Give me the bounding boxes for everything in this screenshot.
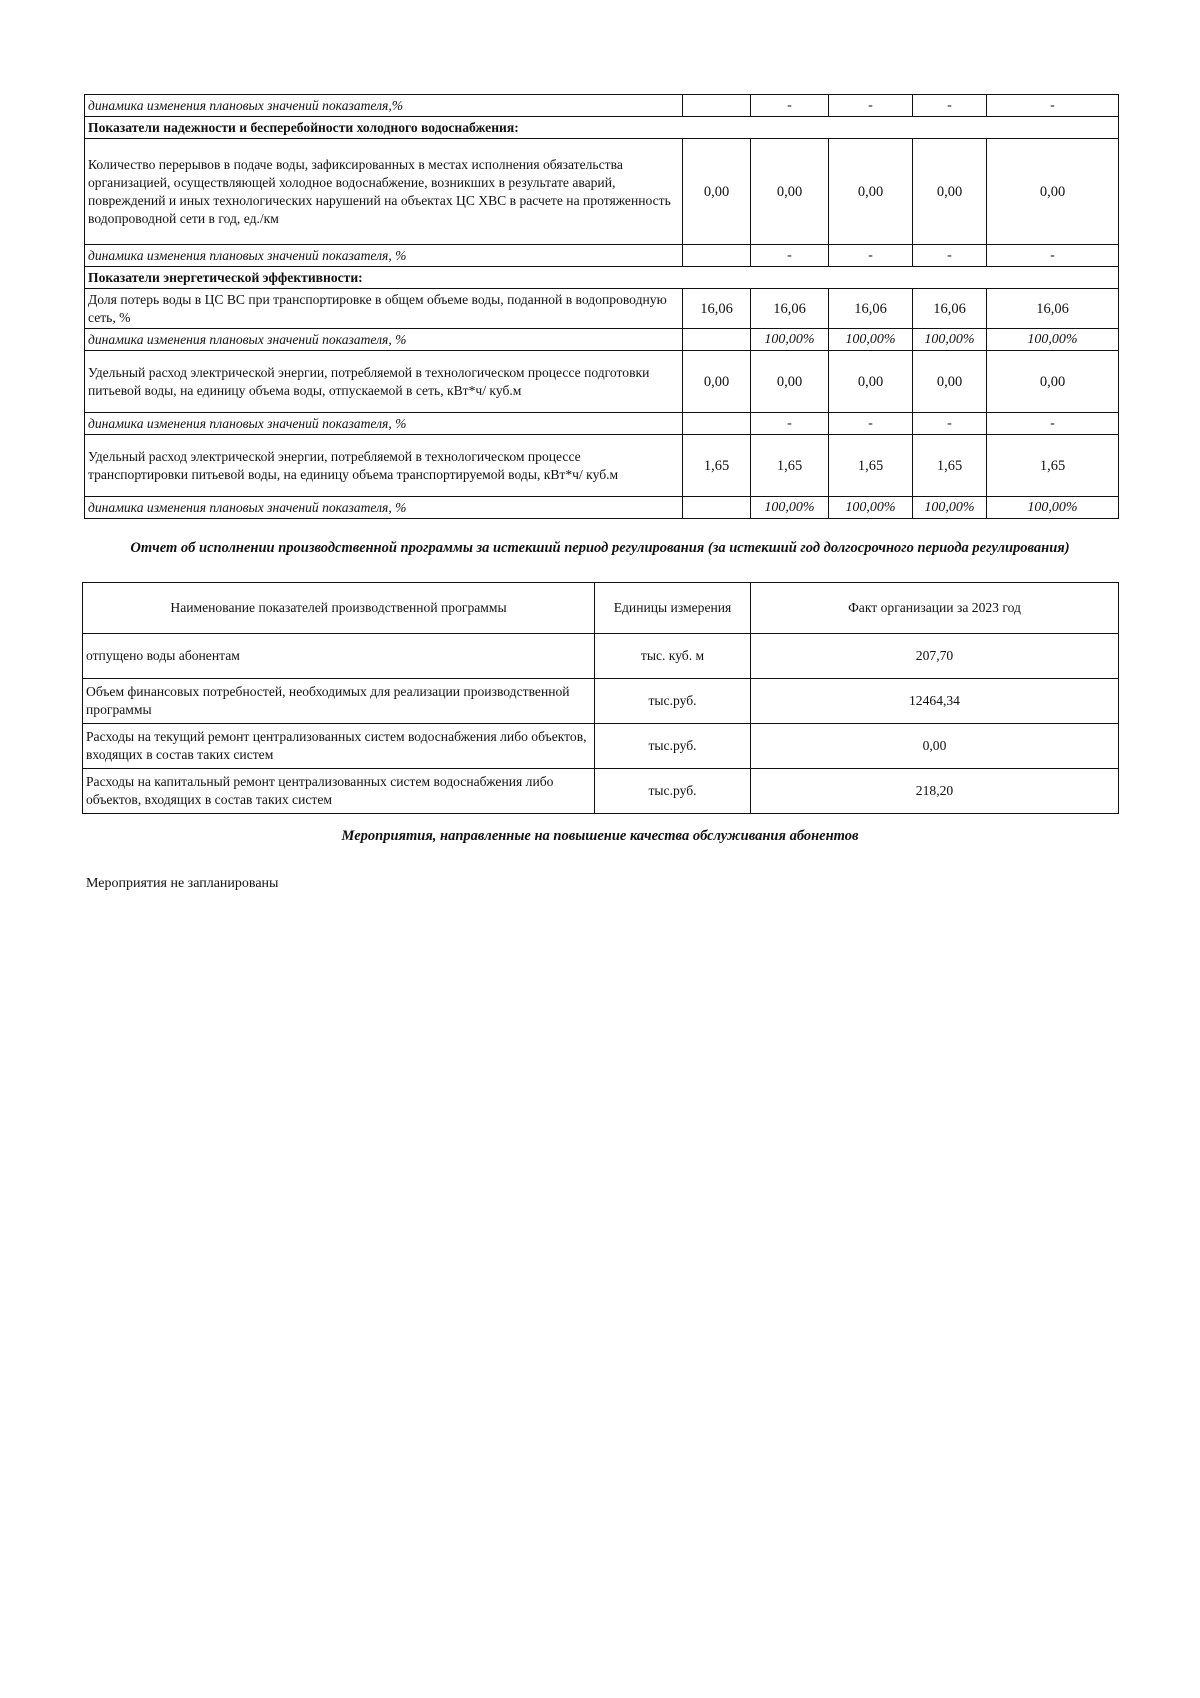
dynamics-row: [85, 95, 1119, 117]
value-cell: 0,00: [751, 139, 829, 245]
value-cell: 16,06: [683, 289, 751, 329]
row-label: Удельный расход электрической энергии, потребляемой в технологическом процессе подготовки питьевой воды, на единицу объема воды, отпускаемой в сеть, кВт*ч/ куб.м: [85, 351, 683, 413]
value-cell: 16,06: [913, 289, 987, 329]
value-cell: 0,00: [751, 351, 829, 413]
row-label: динамика изменения плановых значений показателя, %: [85, 497, 683, 519]
value-cell: 100,00%: [987, 497, 1119, 519]
value-cell: 0,00: [829, 139, 913, 245]
value-cell: 100,00%: [913, 329, 987, 351]
value-cell: 100,00%: [913, 497, 987, 519]
row-name: Объем финансовых потребностей, необходимых для реализации производственной программы: [83, 679, 595, 724]
value-cell: -: [751, 245, 829, 267]
value-cell: 100,00%: [751, 497, 829, 519]
row-name: Расходы на капитальный ремонт централизованных систем водоснабжения либо объектов, входящих в состав таких систем: [83, 769, 595, 814]
dynamics-row: [85, 245, 1119, 267]
value-cell: [683, 497, 751, 519]
value-cell: [683, 95, 751, 117]
value-cell: -: [751, 95, 829, 117]
row-unit: тыс.руб.: [595, 679, 751, 724]
row-name: отпущено воды абонентам: [83, 634, 595, 679]
table-header-row: [83, 583, 1119, 634]
dynamics-row: [85, 413, 1119, 435]
value-cell: -: [913, 413, 987, 435]
value-cell: 0,00: [683, 139, 751, 245]
section-title: Показатели энергетической эффективности:: [85, 267, 1119, 289]
value-cell: 100,00%: [829, 329, 913, 351]
table-row: [83, 679, 1119, 724]
section-title: Показатели надежности и бесперебойности холодного водоснабжения:: [85, 117, 1119, 139]
value-cell: 1,65: [987, 435, 1119, 497]
value-cell: [683, 413, 751, 435]
measures-title: Мероприятия, направленные на повышение качества обслуживания абонентов: [341, 828, 859, 844]
row-label: Удельный расход электрической энергии, потребляемой в технологическом процессе транспортировки питьевой воды, на единицу объема транспортируемой воды, кВт*ч/ куб.м: [85, 435, 683, 497]
row-name: Расходы на текущий ремонт централизованных систем водоснабжения либо объектов, входящих в состав таких систем: [83, 724, 595, 769]
value-cell: 0,00: [987, 351, 1119, 413]
value-cell: 100,00%: [829, 497, 913, 519]
value-cell: -: [829, 245, 913, 267]
dynamics-row: [85, 497, 1119, 519]
section-header-row: [85, 267, 1119, 289]
row-label: динамика изменения плановых значений показателя,%: [85, 95, 683, 117]
row-unit: тыс.руб.: [595, 724, 751, 769]
value-cell: 0,00: [913, 351, 987, 413]
measures-note: Мероприятия не запланированы: [86, 876, 279, 891]
row-label: динамика изменения плановых значений показателя, %: [85, 245, 683, 267]
value-cell: 100,00%: [751, 329, 829, 351]
row-value: 218,20: [751, 769, 1119, 814]
value-cell: -: [987, 245, 1119, 267]
table-row: [83, 724, 1119, 769]
header-fact: Факт организации за 2023 год: [751, 583, 1119, 634]
row-value: 207,70: [751, 634, 1119, 679]
header-unit: Единицы измерения: [595, 583, 751, 634]
value-cell: 0,00: [829, 351, 913, 413]
value-cell: -: [829, 95, 913, 117]
value-cell: 0,00: [683, 351, 751, 413]
value-cell: 0,00: [987, 139, 1119, 245]
row-label: динамика изменения плановых значений показателя, %: [85, 329, 683, 351]
report-title: Отчет об исполнении производственной программы за истекший период регулирования (за истекший год долгосрочного периода регулирования): [130, 540, 1070, 556]
row-value: 12464,34: [751, 679, 1119, 724]
value-cell: -: [913, 95, 987, 117]
dynamics-row: [85, 329, 1119, 351]
table-row: [83, 769, 1119, 814]
production-program-table: [82, 582, 1119, 814]
row-label: Доля потерь воды в ЦС ВС при транспортировке в общем объеме воды, поданной в водопроводную сеть, %: [85, 289, 683, 329]
table-row: [83, 634, 1119, 679]
value-cell: 1,65: [829, 435, 913, 497]
value-cell: 1,65: [751, 435, 829, 497]
energy-transport-row: [85, 435, 1119, 497]
value-cell: -: [751, 413, 829, 435]
row-unit: тыс. куб. м: [595, 634, 751, 679]
value-cell: -: [829, 413, 913, 435]
value-cell: -: [987, 95, 1119, 117]
value-cell: [683, 329, 751, 351]
row-value: 0,00: [751, 724, 1119, 769]
value-cell: 0,00: [913, 139, 987, 245]
value-cell: 16,06: [751, 289, 829, 329]
value-cell: 1,65: [913, 435, 987, 497]
value-cell: -: [913, 245, 987, 267]
value-cell: 1,65: [683, 435, 751, 497]
value-cell: -: [987, 413, 1119, 435]
water-loss-row: [85, 289, 1119, 329]
indicators-table: [84, 94, 1119, 519]
value-cell: 100,00%: [987, 329, 1119, 351]
interruptions-row: [85, 139, 1119, 245]
row-label: динамика изменения плановых значений показателя, %: [85, 413, 683, 435]
header-name: Наименование показателей производственной программы: [83, 583, 595, 634]
value-cell: [683, 245, 751, 267]
value-cell: 16,06: [987, 289, 1119, 329]
section-header-row: [85, 117, 1119, 139]
value-cell: 16,06: [829, 289, 913, 329]
row-unit: тыс.руб.: [595, 769, 751, 814]
row-label: Количество перерывов в подаче воды, зафиксированных в местах исполнения обязательства организацией, осуществляющей холодное водоснабжение, возникших в результате аварий, повреждений и иных технологических нарушений на объектах ЦС ХВС в расчете на протяженность водопроводной сети в год, ед./км: [85, 139, 683, 245]
energy-preparation-row: [85, 351, 1119, 413]
